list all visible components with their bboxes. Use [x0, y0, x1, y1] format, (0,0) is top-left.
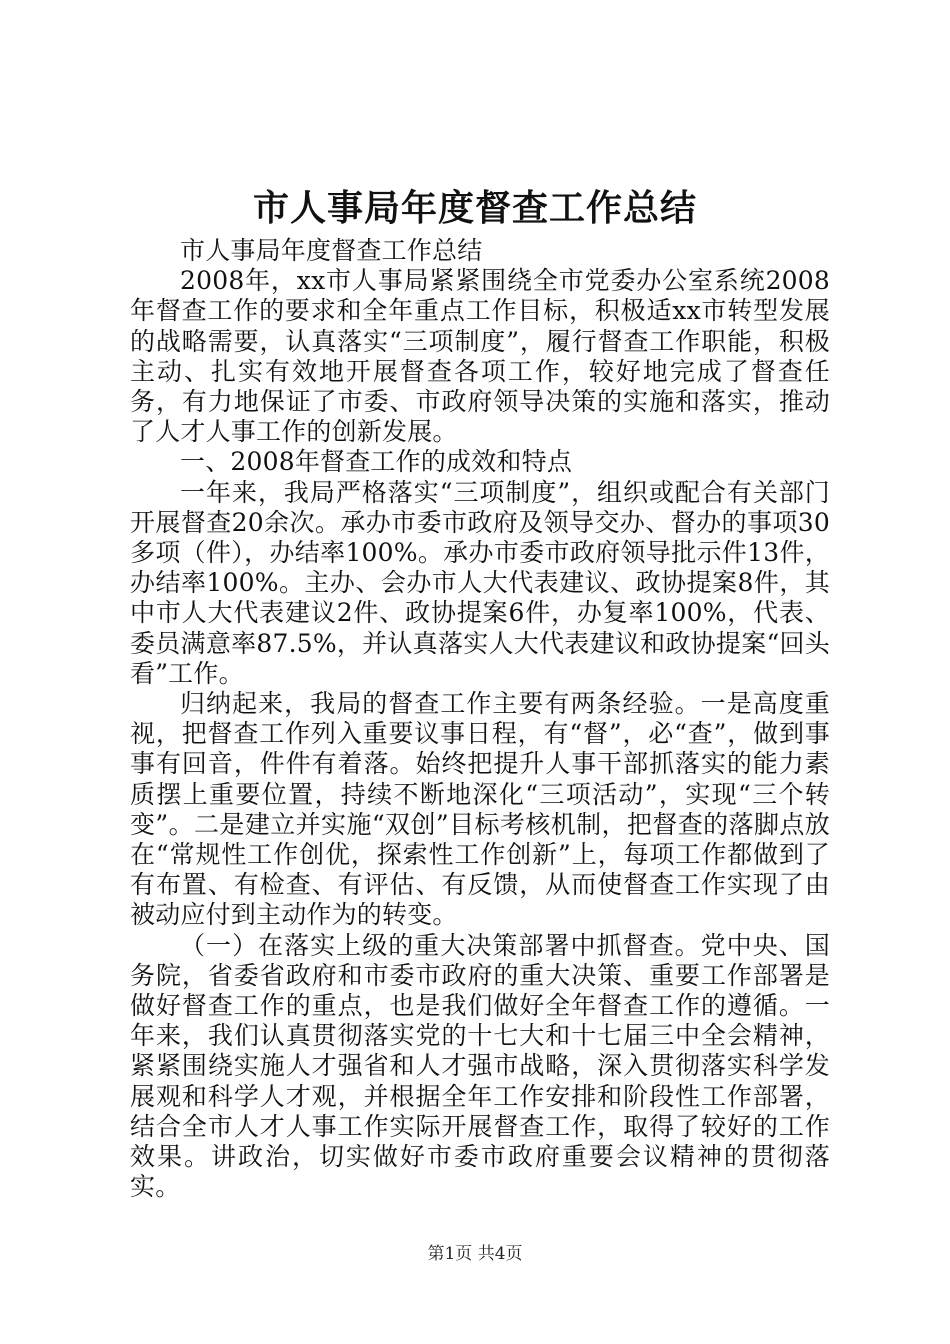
- document-body: [130, 236, 830, 1203]
- section-heading: 一、2008年督查工作的成效和特点: [180, 447, 573, 477]
- subtitle-paragraph: 市人事局年度督查工作总结: [180, 236, 483, 265]
- results-paragraph: 一年来，我局严格落实“三项制度”，组织或配合有关部门开展督查20余次。承办市委市政府及领导交办、督办的事项30多项（件），办结率100%。承办市委市政府领导批示件13件，办结率100%。主办、会办市人大代表建议、政协提案8件，其中市人大代表建议2件、政协提案6件，办复率100%，代表、委员满意率87.5%，并认真落实人大代表建议和政协提案“回头看”工作。: [130, 477, 830, 688]
- experience-paragraph: 归纳起来，我局的督查工作主要有两条经验。一是高度重视，把督查工作列入重要议事日程，有“督”，必“查”，做到事事有回音，件件有着落。始终把提升人事干部抓落实的能力素质摆上重要位置，持续不断地深化“三项活动”，实现“三个转变”。二是建立并实施“双创”目标考核机制，把督查的落脚点放在“常规性工作创优，探索性工作创新”上，每项工作都做到了有布置、有检查、有评估、有反馈，从而使督查工作实现了由被动应付到主动作为的转变。: [130, 689, 830, 930]
- page-footer: 第1页 共4页: [427, 1244, 523, 1264]
- page-title: 市人事局年度督查工作总结: [252, 187, 697, 229]
- intro-paragraph: 2008年，xx市人事局紧紧围绕全市党委办公室系统2008年督查工作的要求和全年重点工作目标，积极适xx市转型发展的战略需要，认真落实“三项制度”，履行督查工作职能，积极主动、扎实有效地开展督查各项工作，较好地完成了督查任务，有力地保证了市委、市政府领导决策的实施和落实，推动了人才人事工作的创新发展。: [130, 266, 830, 447]
- subsection-paragraph: （一）在落实上级的重大决策部署中抓督查。党中央、国务院，省委省政府和市委市政府的重大决策、重要工作部署是做好督查工作的重点，也是我们做好全年督查工作的遵循。一年来，我们认真贯彻落实党的十七大和十七届三中全会精神，紧紧围绕实施人才强省和人才强市战略，深入贯彻落实科学发展观和科学人才观，并根据全年工作安排和阶段性工作部署，结合全市人才人事工作实际开展督查工作，取得了较好的工作效果。讲政治，切实做好市委市政府重要会议精神的贯彻落实。: [130, 930, 830, 1202]
